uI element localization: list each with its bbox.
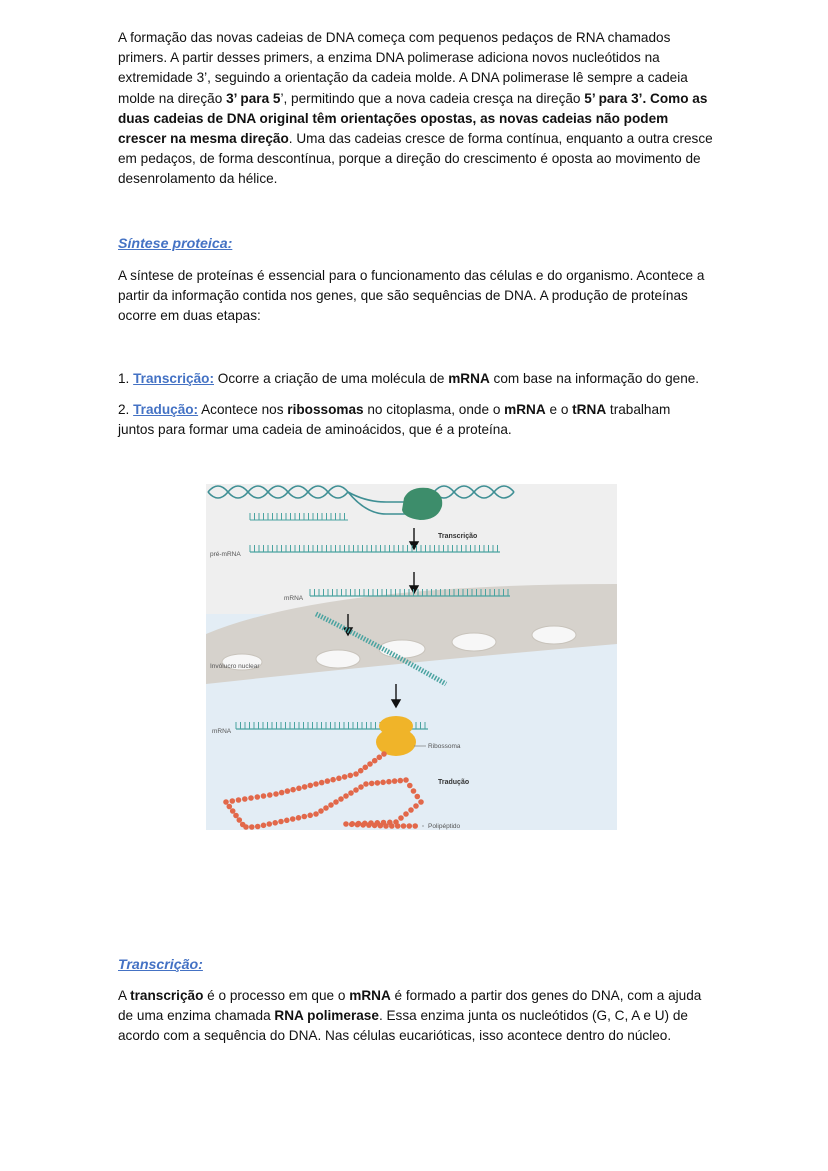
bold-5-to-3: 5’ para 3’. Como as duas cadeias de DNA original têm orientações opostas, as novas cadeias não podem crescer na mesma direção [118, 90, 708, 147]
paragraph-dna-replication: A formação das novas cadeias de DNA começa com pequenos pedaços de RNA chamados primers. A partir desses primers, a enzima DNA polimerase adiciona novos nucleótidos na extremidade 3’, seguindo a orientação da cadeia molde. A DNA polimerase lê sempre a cadeia molde na direção 3’ para 5’, permitindo que a nova cadeia cresça na direção 5’ para 3’. Como as duas cadeias de DNA original têm orientações opostas, as novas cadeias não podem crescer na mesma direção. Uma das cadeias cresce de forma contínua, enquanto a outra cresce em pedaços, de forma descontínua, porque a direção do crescimento é oposta ao movimento de desenrolamento da hélice. [118, 30, 713, 187]
label-transcricao: Transcrição [438, 533, 478, 540]
list-item-traducao: 2. Tradução: Acontece nos ribossomas no citoplasma, onde o mRNA e o tRNA trabalham juntos para formar uma cadeia de aminoácidos, que é a proteína. [118, 402, 671, 438]
link-traducao[interactable]: Tradução: [133, 402, 199, 417]
section-title-transcricao: Transcrição: [118, 957, 203, 973]
label-mrna-nucleus: mRNA [284, 595, 304, 602]
link-transcricao[interactable]: Transcrição: [133, 371, 214, 386]
label-involucro-nuclear: Invólucro nuclear [210, 663, 260, 670]
label-polipeptido: Polipéptido [428, 823, 461, 830]
label-pre-mrna: pré-mRNA [210, 551, 241, 558]
ribosome [376, 716, 416, 756]
bold-3-to-5: 3’ para 5 [226, 90, 281, 106]
label-mrna-cytoplasm: mRNA [212, 728, 232, 735]
section-title-sintese: Síntese proteica: [118, 236, 233, 252]
paragraph-sintese-intro: A síntese de proteínas é essencial para o funcionamento das células e do organismo. Acontece a partir da informação contida nos genes, que são sequências de DNA. A produção de proteínas ocorre em duas etapas: [118, 268, 705, 324]
list-item-transcricao: 1. Transcrição: Ocorre a criação de uma molécula de mRNA com base na informação do gene. [118, 371, 700, 386]
label-traducao: Tradução [438, 779, 470, 786]
protein-synthesis-diagram [206, 484, 617, 830]
paragraph-transcricao: A transcrição é o processo em que o mRNA é formado a partir dos genes do DNA, com a ajuda de uma enzima chamada RNA polimerase. Essa enzima junta os nucleótidos (G, C, A e U) de acordo com a sequência do DNA. Nas células eucarióticas, isso acontece dentro do núcleo. [118, 988, 702, 1044]
label-ribossoma: Ribossoma [428, 743, 461, 750]
